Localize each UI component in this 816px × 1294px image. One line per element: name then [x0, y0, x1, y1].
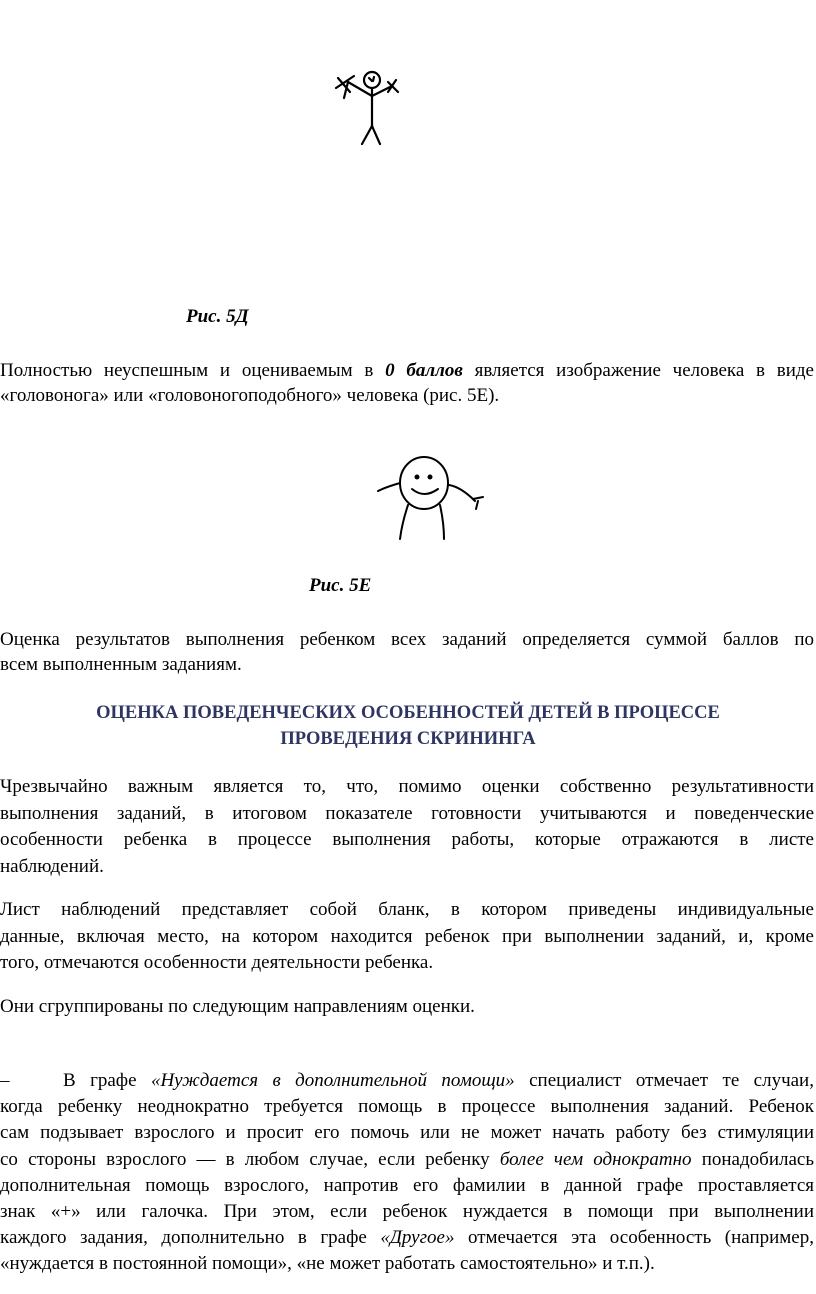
paragraph-behavior-importance [0, 774, 814, 880]
paragraph-line-mixed [0, 1147, 814, 1173]
paragraph-text: отмечается эта особенность (например, [454, 1227, 814, 1249]
paragraph-line: Чрезвычайно важным является то, что, помимо оценки собственно результативности [0, 776, 814, 797]
paragraph-text: является изображение человека в виде [462, 360, 814, 381]
paragraph-text: В графе [63, 1070, 151, 1091]
paragraph-line: Они сгруппированы по следующим направлениям оценки. [0, 996, 475, 1017]
head-legged-figure-drawing-icon [372, 455, 492, 545]
paragraph-grouped [0, 994, 814, 1019]
paragraph-line: знак «+» или галочка. При этом, если ребенок нуждается в помощи при выполнении [0, 1201, 814, 1223]
paragraph-line: Оценка результатов выполнения ребенком всех заданий определяется суммой баллов по [0, 629, 814, 650]
italic-term-other: «Другое» [380, 1227, 455, 1249]
emphasis-zero-points: 0 баллов [385, 360, 463, 381]
paragraph-line: «головонога» или «головоногоподобного» человека (рис. 5Е). [0, 385, 500, 406]
section-heading [0, 700, 816, 752]
paragraph-line: Лист наблюдений представляет собой бланк, в котором приведены индивидуальные [0, 899, 814, 920]
paragraph-line: дополнительная помощь взрослого, напротив его фамилии в данной графе проставляется [0, 1174, 814, 1196]
heading-line: ОЦЕНКА ПОВЕДЕНЧЕСКИХ ОСОБЕННОСТЕЙ ДЕТЕЙ В ПРОЦЕССЕ [96, 703, 720, 723]
paragraph-zero-score [0, 358, 814, 408]
paragraph-line: особенности ребенка в процессе выполнения работы, которые отражаются в листе [0, 829, 814, 850]
italic-term-needs-help: «Нуждается в дополнительной помощи» [150, 1070, 515, 1091]
paragraph-needs-help [0, 1068, 814, 1278]
paragraph-line: данные, включая место, на котором находится ребенок при выполнении заданий, и, кроме [0, 925, 814, 947]
paragraph-line: «нуждается в постоянной помощи», «не может работать самостоятельно» и т.п.). [0, 1253, 655, 1275]
paragraph-line: сам подзывает взрослого и просит его помочь или не может начать работу без стимуляции [0, 1122, 814, 1144]
figure-caption-5d: Рис. 5Д [186, 306, 249, 327]
stick-figure-drawing-icon [330, 68, 400, 153]
paragraph-text: специалист отмечает те случаи, [514, 1070, 814, 1091]
figure-caption-5e: Рис. 5Е [309, 575, 372, 596]
paragraph-line-mixed [0, 1225, 814, 1251]
paragraph-text: Полностью неуспешным и оцениваемым в [0, 360, 386, 381]
paragraph-text: каждого задания, дополнительно в графе [0, 1227, 381, 1249]
paragraph-line: когда ребенку неоднократно требуется помощь в процессе выполнения заданий. Ребенок [0, 1096, 814, 1118]
paragraph-line: наблюдений. [0, 855, 104, 877]
heading-line: ПРОВЕДЕНИЯ СКРИНИНГА [280, 729, 536, 749]
paragraph-line: всем выполненным заданиям. [0, 654, 242, 675]
list-item-first-line [0, 1068, 814, 1094]
italic-term-more-than-once: более чем однократно [499, 1148, 692, 1170]
list-dash: – [0, 1070, 10, 1091]
paragraph-line: того, отмечаются особенности деятельности ребенка. [0, 952, 434, 973]
paragraph-text: понадобилась [691, 1148, 814, 1170]
paragraph-total-score [0, 627, 814, 677]
paragraph-observation-sheet [0, 897, 814, 977]
paragraph-text: со стороны взрослого — в любом случае, если ребенку [0, 1148, 500, 1170]
paragraph-line: выполнения заданий, в итоговом показателе готовности учитываются и поведенческие [0, 802, 814, 824]
